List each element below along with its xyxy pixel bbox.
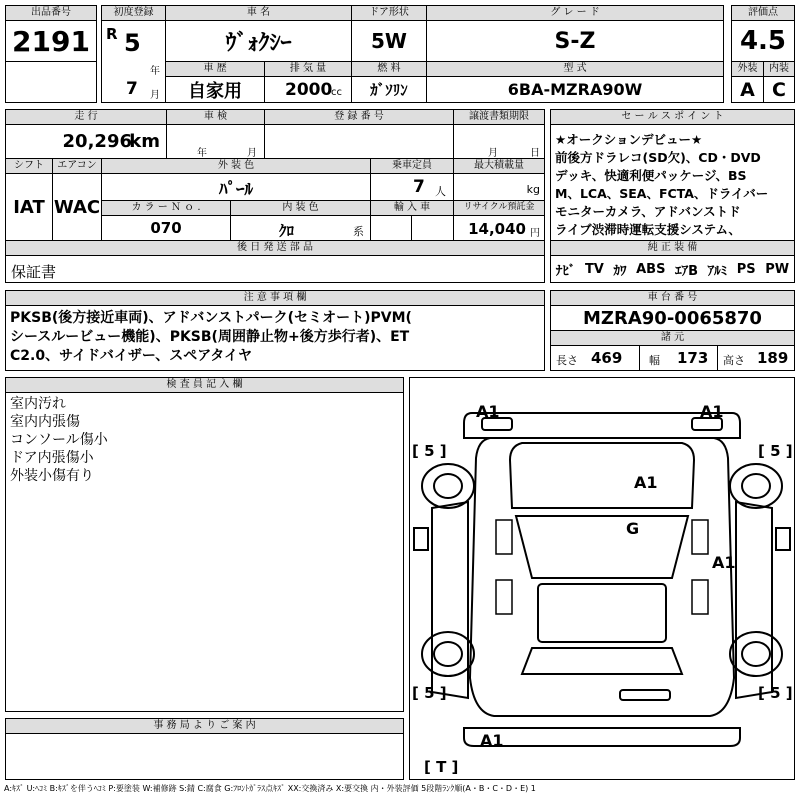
aircon: WAC [52,173,102,241]
tire-depth-front-right: [ 5 ] [758,442,793,460]
length: 469 [591,349,623,367]
fuel-label: 燃 料 [351,61,427,77]
legend: A:ｷｽﾞ U:ﾍｺﾐ B:ｷｽﾞを伴うﾍｺﾐ P:要塗装 W:補修跡 S:錆 C:腐食 G:ﾌﾛﾝﾄｶﾞﾗｽ点ｷｽﾞ XX:交換済み X:要交換 内・外装評価 5段階ﾗﾝｸ順(A・B・C・D・E) 1 [4,784,536,793]
max-load-unit: kg [526,183,540,196]
car-diagram [410,378,794,779]
registration-number [264,124,454,159]
recycle-deposit: 14,040 [468,220,526,238]
fuel-type: ｶﾞｿﾘﾝ [351,76,427,103]
note-line: C2.0、サイドバイザー、スペアタイヤ [10,348,252,364]
shift: IAT [5,173,53,241]
height-label: 高さ [723,354,745,367]
max-load-cell [453,173,545,201]
equipment-list [550,255,795,283]
interior-color-label: 内 装 色 [230,200,371,216]
width-label: 幅 [649,354,660,367]
model-code-label: 型 式 [426,61,724,77]
displacement-cell [264,76,352,103]
note-line: シースルービュー機能)、PKSB(周囲静止物+後方歩行者)、ET [10,329,410,345]
equipment-item: TV [584,261,604,277]
month-unit: 月 [150,90,160,101]
height: 189 [757,349,789,367]
equipment-item: PW [765,261,790,277]
sales-point-line: モニターカメラ、アドバンストド [555,204,741,219]
car-name-label: 車 名 [165,5,352,21]
inspection-cell [166,124,265,159]
displacement-unit: cc [331,87,342,98]
notes [5,305,545,371]
lot-number-blank [5,61,97,103]
capacity-label: 乗車定員 [370,158,454,174]
inspector-note: 室内汚れ [10,396,66,412]
notes-label: 注 意 事 項 欄 [5,290,545,306]
interior-grade: C [763,76,795,103]
mileage-cell [5,124,167,159]
sales-point-line: M、LCA、SEA、FCTA、ドライバー [555,186,769,201]
mileage-label: 走 行 [5,109,167,125]
equipment-item: PS [736,261,756,277]
model-code: 6BA-MZRA90W [426,76,724,103]
rear-glass-outline [522,648,682,674]
inspector-notes-label: 検 査 員 記 入 欄 [5,377,404,393]
deadline-month-unit: 月 [488,148,498,159]
history-label: 車 歴 [165,61,265,77]
windshield-outline [516,516,688,578]
first-registration [101,20,166,103]
score-label: 評価点 [731,5,795,21]
door-type: 5W [351,20,427,62]
vehicle-history: 自家用 [165,76,265,103]
car-diagram-panel [409,377,795,780]
interior-color-cell [230,215,371,241]
roof-outline [538,584,666,642]
recycle-deposit-unit: 円 [530,228,540,239]
dimensions [550,345,795,371]
equipment-item: ｱﾙﾐ [707,263,728,279]
year-unit: 年 [150,66,160,77]
interior-grade-label: 内装 [763,61,795,77]
shift-label: シフト [5,158,53,174]
first-registration-label: 初度登録 [101,5,166,21]
recycle-deposit-cell [453,215,545,241]
capacity-cell [370,173,454,201]
tire-depth-front-left: [ 5 ] [412,442,447,460]
equipment-item: ｶﾜ [613,263,627,279]
lot-number-label: 出品番号 [5,5,97,21]
aircon-label: エアコン [52,158,102,174]
sales-point-line: デッキ、快適利便パッケージ、BS [555,168,747,183]
tire-depth-rear-right: [ 5 ] [758,684,793,702]
equipment-item: ABS [636,261,666,277]
damage-mark-front-right: A1 [700,402,724,421]
sales-point-line: ★オークションデビュー★ [555,132,703,147]
transfer-deadline-cell [453,124,545,159]
sales-points [550,124,795,241]
tire-depth-rear-left: [ 5 ] [412,684,447,702]
inspector-note: コンソール傷小 [10,432,108,448]
chassis-number: MZRA90-0065870 [550,305,795,331]
displacement: 2000 [285,80,333,100]
lot-number: 2191 [5,20,97,62]
exterior-grade: A [731,76,764,103]
rear-bumper-outline [464,728,740,746]
dimensions-label: 諸 元 [550,330,795,346]
deadline-day-unit: 日 [530,148,540,159]
mileage: 20,296 [62,131,132,152]
spare-tire-mark: [ T ] [424,758,459,776]
overall-score: 4.5 [731,20,795,62]
inspection-year-unit: 年 [197,148,207,159]
equipment-item: ｴｱB [675,263,699,279]
sales-points-label: セ ー ル ス ポ イ ン ト [550,109,795,125]
width: 173 [677,349,709,367]
sales-point-line: 前後方ドラレコ(SD欠)、CD・DVD [555,150,761,165]
color-number: 070 [101,215,231,241]
front-bumper-outline [464,413,740,438]
later-parts: 保証書 [11,263,57,281]
hood-outline [510,443,694,508]
capacity-unit: 人 [435,185,446,198]
damage-mark-front-left: A1 [476,402,500,421]
equipment-label: 純 正 装 備 [550,240,795,256]
registration-year: 5 [124,29,141,57]
equipment-item: ﾅﾋﾞ [555,263,576,279]
inspector-note: 外装小傷有り [10,468,94,484]
office-notice [5,733,404,780]
right-side-outline [736,502,772,698]
max-load-label: 最大積載量 [453,158,545,174]
import-cell [370,215,454,241]
registration-number-label: 登 録 番 号 [264,109,454,125]
left-side-outline [432,502,468,698]
interior-color-unit: 系 [353,225,364,238]
registration-month: 7 [126,79,138,99]
damage-mark-rear-left: A1 [480,731,504,750]
damage-mark-right-door: A1 [712,553,736,572]
color-number-label: カ ラ ー Ｎ ｏ . [101,200,231,216]
door-type-label: ドア形状 [351,5,427,21]
inspector-notes [5,392,404,712]
inspector-note: 室内内張傷 [10,414,80,430]
office-notice-label: 事 務 局 よ り ご 案 内 [5,718,404,734]
exterior-color-label: 外 装 色 [101,158,371,174]
capacity: 7 [413,177,425,197]
interior-color: ｸﾛ [279,222,295,240]
sales-point-line: ライブ渋滞時運転支援システム、 [555,222,741,237]
displacement-label: 排 気 量 [264,61,352,77]
transfer-deadline-label: 譲渡書類期限 [453,109,545,125]
later-parts-label: 後 日 発 送 部 品 [5,240,545,256]
grade-label: グ レ ー ド [426,5,724,21]
exterior-color: ﾊﾟｰﾙ [101,173,371,201]
damage-mark-windshield: G [626,519,640,538]
chassis-number-label: 車 台 番 号 [550,290,795,306]
note-line: PKSB(後方接近車両)、アドバンストパーク(セミオート)PVM( [10,310,412,326]
car-name: ｳﾞｫｸｼｰ [165,20,352,62]
mileage-unit: km [129,131,160,152]
inspection-label: 車 検 [166,109,265,125]
inspector-note: ドア内張傷小 [10,450,94,466]
later-parts-cell [5,255,545,283]
inspection-month-unit: 月 [247,148,257,159]
damage-mark-hood: A1 [634,473,658,492]
import-label: 輸 入 車 [370,200,454,216]
length-label: 長さ [556,354,578,367]
exterior-grade-label: 外装 [731,61,764,77]
era: R [106,25,118,43]
grade: S-Z [426,20,724,62]
recycle-deposit-label: リサイクル預託金 [453,200,545,216]
